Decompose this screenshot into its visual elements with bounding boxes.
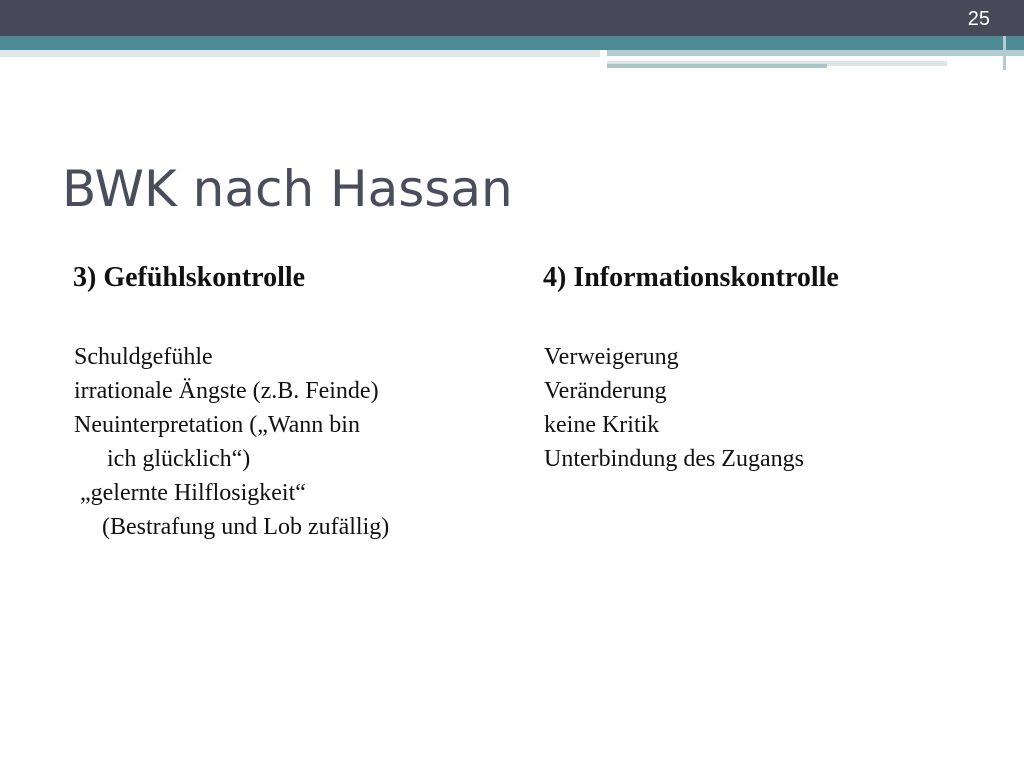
accent-line-right-top [607,50,1024,56]
list-item: Unterbindung des Zugangs [544,446,804,472]
list-item: keine Kritik [544,412,660,438]
list-item: Schuldgefühle [74,344,213,370]
accent-line-left [0,50,600,57]
accent-line-right-bottom [607,64,827,68]
slide-number: 25 [967,8,990,30]
left-column-heading: 3) Gefühlskontrolle [73,262,306,293]
list-item: „gelernte Hilflosigkeit“ [80,480,306,506]
slide-title: BWK nach Hassan [62,160,513,218]
list-item-continuation: ich glücklich“) [107,446,251,472]
accent-vertical-line [1003,36,1006,70]
list-item-continuation: (Bestrafung und Lob zufällig) [102,514,390,540]
list-item: Verweigerung [544,344,679,370]
accent-band [0,36,1024,50]
header-band [0,0,1024,36]
list-item: Veränderung [544,378,667,404]
right-column-heading: 4) Informationskontrolle [543,262,839,293]
list-item: irrationale Ängste (z.B. Feinde) [74,378,379,404]
list-item: Neuinterpretation („Wann bin [74,412,360,438]
left-column-list [74,340,389,544]
right-column-list [544,340,804,476]
